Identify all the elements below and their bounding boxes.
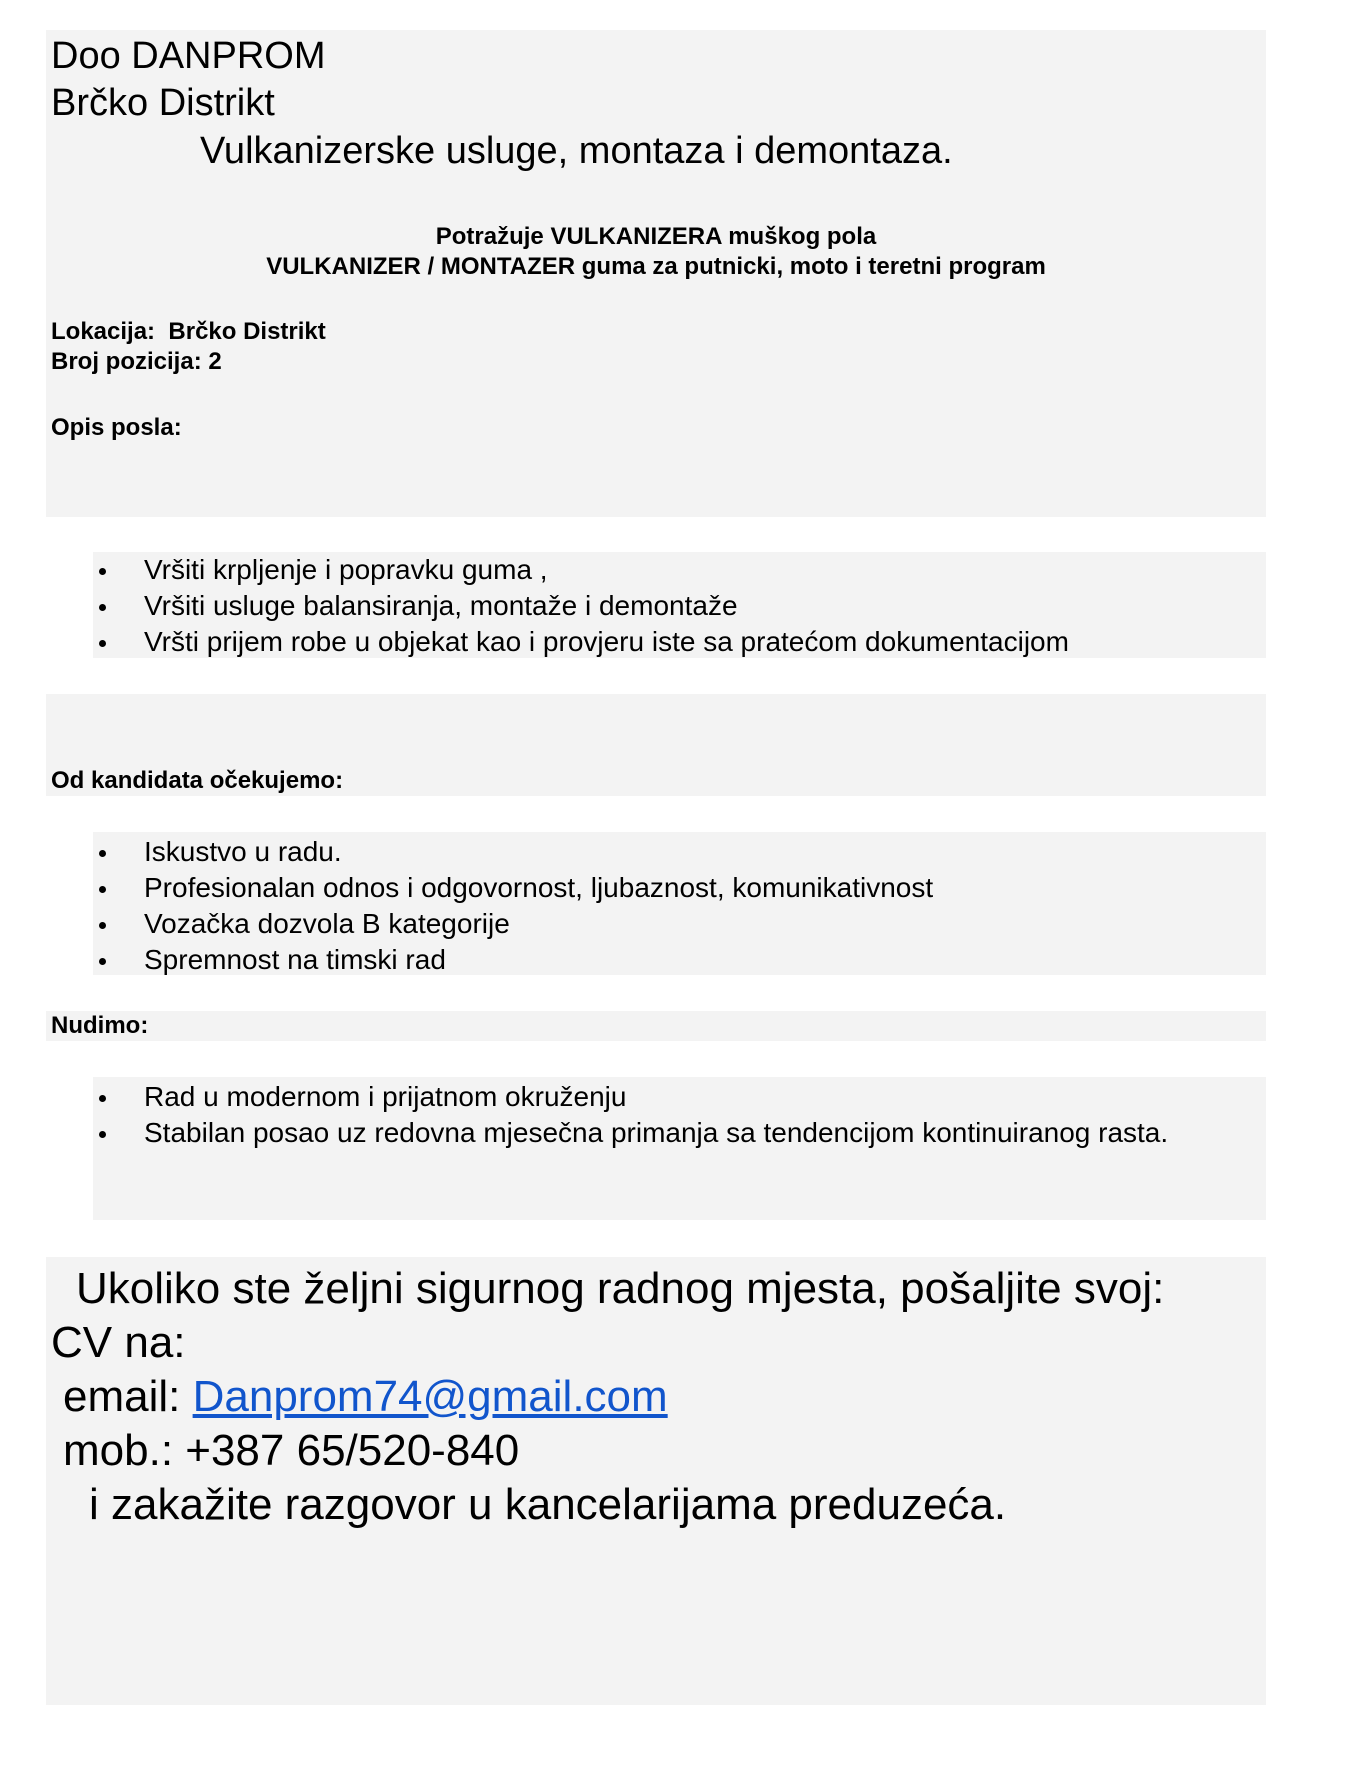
- company-services: Vulkanizerske usluge, montaza i demontaza.: [200, 130, 953, 172]
- company-location: Brčko Distrikt: [51, 82, 275, 124]
- company-name: Doo DANPROM: [51, 35, 326, 77]
- contact-line1: Ukoliko ste željni sigurnog radnog mjesta, pošaljite svoj:: [76, 1264, 1165, 1313]
- job-positions-label: Broj pozicija:: [51, 348, 202, 375]
- job-location-label: Lokacija:: [51, 318, 156, 345]
- job-positions-value: 2: [208, 348, 222, 375]
- list-item: Profesionalan odnos i odgovornost, ljubaznost, komunikativnost: [46, 870, 1266, 906]
- description-list: [46, 552, 1266, 660]
- list-item: Rad u modernom i prijatnom okruženju: [46, 1079, 1206, 1115]
- offer-heading: Nudimo:: [51, 1012, 149, 1039]
- job-location: [51, 317, 326, 347]
- contact-phone: mob.: +387 65/520-840: [63, 1426, 520, 1475]
- job-title-line2: VULKANIZER / MONTAZER guma za putnicki, moto i teretni program: [266, 253, 1046, 280]
- list-item: Spremnost na timski rad: [46, 942, 1266, 978]
- contact-closing: i zakažite razgovor u kancelarijama preduzeća.: [89, 1480, 1007, 1529]
- requirements-list: [46, 834, 1266, 978]
- list-item: Stabilan posao uz redovna mjesečna primanja sa tendencijom kontinuiranog rasta.: [46, 1115, 1206, 1151]
- list-item: Vršti prijem robe u objekat kao i provjeru iste sa pratećom dokumentacijom: [46, 624, 1266, 660]
- contact-line2: CV na:: [51, 1318, 186, 1367]
- list-item: Vršiti usluge balansiranja, montaže i demontaže: [46, 588, 1266, 624]
- requirements-heading: Od kandidata očekujemo:: [51, 767, 344, 794]
- job-title-line1: Potražuje VULKANIZERA muškog pola: [435, 223, 877, 250]
- offer-heading-bg: [46, 1011, 1266, 1041]
- job-location-value: Brčko Distrikt: [168, 318, 326, 345]
- list-item: Vozačka dozvola B kategorije: [46, 906, 1266, 942]
- contact-email: [63, 1370, 668, 1424]
- job-positions: [51, 347, 222, 377]
- email-label: email:: [63, 1372, 181, 1421]
- email-link[interactable]: Danprom74@gmail.com: [192, 1372, 668, 1421]
- list-item: Vršiti krpljenje i popravku guma ,: [46, 552, 1266, 588]
- offer-list: [46, 1079, 1206, 1151]
- description-heading: Opis posla:: [51, 414, 182, 441]
- list-item: Iskustvo u radu.: [46, 834, 1266, 870]
